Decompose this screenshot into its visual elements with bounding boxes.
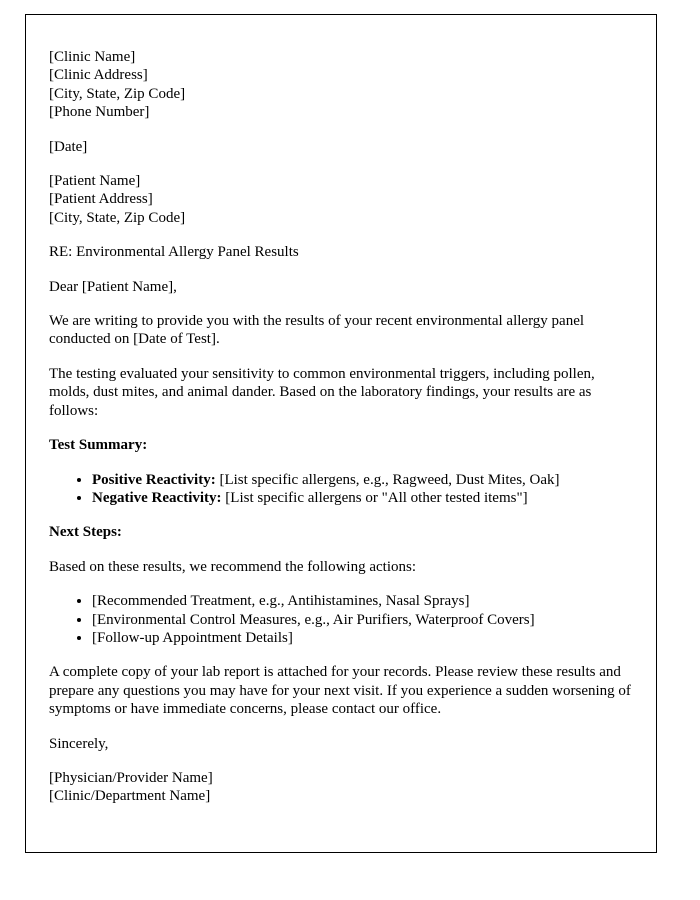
positive-reactivity-label: Positive Reactivity: <box>92 471 216 488</box>
list-item: • [Environmental Control Measures, e.g., Air Purifiers, Waterproof Covers] <box>92 611 633 629</box>
signature-block <box>49 769 633 806</box>
negative-reactivity-label: Negative Reactivity: <box>92 489 222 506</box>
clinic-header-block <box>49 48 633 122</box>
paragraph-recommend: Based on these results, we recommend the following actions: <box>49 558 416 575</box>
letter-date: [Date] <box>49 138 88 155</box>
list-item: • [Follow-up Appointment Details] <box>92 629 633 647</box>
list-item: • [Recommended Treatment, e.g., Antihistamines, Nasal Sprays] <box>92 592 633 610</box>
paragraph-closing: A complete copy of your lab report is attached for your records. Please review these results and prepare any questions you may have for your next visit. If you experience a sudden worsening of symptoms or have immediate concerns, please contact our office. <box>49 664 631 718</box>
test-summary-list <box>49 471 633 508</box>
positive-reactivity-text: [List specific allergens, e.g., Ragweed, Dust Mites, Oak] <box>215 471 560 488</box>
provider-name: [Physician/Provider Name] <box>49 769 213 786</box>
negative-reactivity-text: [List specific allergens or "All other tested items"] <box>221 489 528 506</box>
list-item <box>92 489 633 507</box>
next-steps-heading: Next Steps: <box>49 524 122 541</box>
paragraph-testing: The testing evaluated your sensitivity to common environmental triggers, including pollen, molds, dust mites, and animal dander. Based on the laboratory findings, your results are as follows: <box>49 365 595 419</box>
test-summary-heading: Test Summary: <box>49 437 148 454</box>
department-name: [Clinic/Department Name] <box>49 788 211 805</box>
patient-city-state-zip: [City, State, Zip Code] <box>49 209 186 226</box>
clinic-city-state-zip: [City, State, Zip Code] <box>49 85 186 102</box>
re-line: RE: Environmental Allergy Panel Results <box>49 244 299 261</box>
letter-page <box>25 14 657 853</box>
paragraph-intro: We are writing to provide you with the results of your recent environmental allergy panel conducted on [Date of Test]. <box>49 313 585 348</box>
patient-name: [Patient Name] <box>49 173 141 190</box>
list-item <box>92 471 633 489</box>
clinic-name: [Clinic Name] <box>49 49 136 65</box>
patient-address-block <box>49 172 633 227</box>
salutation: Dear [Patient Name], <box>49 278 177 295</box>
next-steps-list <box>49 592 633 647</box>
patient-address: [Patient Address] <box>49 191 153 208</box>
clinic-phone: [Phone Number] <box>49 104 150 121</box>
sign-off: Sincerely, <box>49 735 109 752</box>
clinic-address: [Clinic Address] <box>49 67 148 84</box>
